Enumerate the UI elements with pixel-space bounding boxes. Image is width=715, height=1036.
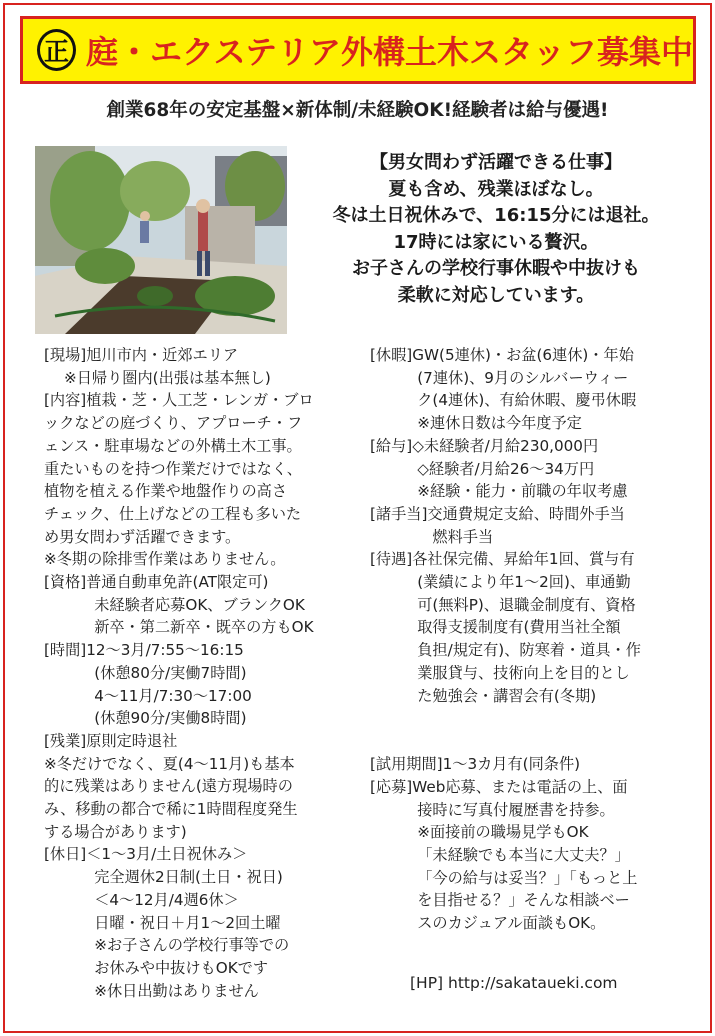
section-line: 可(無料P)、退職金制度有、資格 — [417, 595, 636, 614]
section-tag: [応募] — [370, 777, 413, 796]
section-line: Web応募、または電話の上、面 — [412, 777, 628, 796]
section-line: 原則定時退社 — [86, 731, 178, 750]
section-line: 普通自動車免許(AT限定可) — [86, 573, 269, 592]
section-tag: [待遇] — [370, 550, 413, 569]
section-line: め男女問わず活躍できます。 — [44, 527, 241, 546]
section-line: ※冬だけでなく、夏(4～11月)も基本 — [44, 754, 295, 773]
section-line: 各社保完備、昇給年1回、賞与有 — [412, 550, 635, 569]
section-tag: [残業] — [44, 731, 87, 750]
section-jikan — [44, 639, 369, 730]
section-zangyou — [44, 730, 369, 753]
section-line: 「今の給与は妥当？」「もっと上 — [417, 868, 638, 887]
header-banner — [20, 16, 696, 84]
section-line: ※日帰り圏内(出張は基本無し) — [44, 368, 271, 387]
highlight-line: 17時には家にいる贅沢。 — [393, 231, 599, 253]
section-tag: [現場] — [44, 346, 87, 364]
section-line: ク(4連休)、有給休暇、慶弔休暇 — [417, 391, 637, 410]
section-tag: [休日] — [44, 845, 87, 864]
section-shikaku — [44, 571, 369, 639]
page-title: 庭・エクステリア外構土木スタッフ募集中 — [85, 33, 693, 71]
section-kyujitsu — [44, 843, 369, 1002]
section-teate — [370, 503, 690, 548]
spacer — [370, 707, 690, 730]
garden-worker-photo — [35, 146, 287, 334]
section-line: 完全週休2日制(土日・祝日) — [94, 868, 283, 887]
highlight-block — [296, 150, 696, 309]
section-line: 的に残業はありません(遠方現場時の — [44, 777, 293, 796]
highlight-line: 夏も含め、残業ほぼなし。 — [388, 178, 604, 200]
section-line: お休みや中抜けもOKです — [94, 958, 269, 977]
section-line: ックなどの庭づくり、アプローチ・フ — [44, 414, 303, 433]
section-line: ※お子さんの学校行事等での — [94, 936, 290, 955]
spacer — [370, 730, 690, 753]
section-line: ◇未経験者/月給230,000円 — [412, 436, 599, 455]
section-line: 1～3カ月有(同条件) — [442, 755, 581, 774]
section-line: 取得支援制度有(費用当社全額 — [417, 618, 621, 637]
section-tag: [休暇] — [370, 346, 413, 364]
section-line: 植栽・芝・人工芝・レンガ・ブロ — [86, 391, 314, 410]
right-column — [370, 344, 690, 935]
section-line: ※冬期の除排雪作業はありません。 — [44, 550, 286, 569]
section-line: 接時に写真付履歴書を持参。 — [417, 800, 615, 819]
section-line: (休憩90分/実働8時間) — [94, 709, 247, 728]
section-genba — [44, 344, 369, 367]
section-line: ※経験・能力・前職の年収考慮 — [417, 482, 628, 501]
section-line: ◇経験者/月給26～34万円 — [417, 459, 595, 478]
section-oubo — [370, 776, 690, 935]
section-tag: [試用期間] — [370, 755, 443, 774]
section-line: 4～11月/7:30～17:00 — [94, 686, 252, 705]
section-line: 「未経験でも本当に大丈夫？」 — [417, 846, 630, 865]
section-line: する場合があります) — [44, 822, 187, 841]
section-tag: [内容] — [44, 391, 87, 410]
section-tag: [資格] — [44, 573, 87, 592]
left-column — [44, 344, 369, 1002]
section-line: 植物を植える作業や地盤作りの高さ — [44, 482, 287, 501]
section-line: スのカジュアル面談もOK。 — [417, 914, 606, 933]
section-line: 12～3月/7:55～16:15 — [86, 641, 244, 660]
section-line: (7連休)、9月のシルバーウィー — [417, 368, 629, 387]
section-line: を目指せる？」そんな相談ベー — [417, 891, 630, 910]
section-line: 旭川市内・近郊エリア — [86, 346, 239, 364]
section-line: (休憩80分/実働7時間) — [94, 663, 247, 682]
section-shiyou — [370, 753, 690, 776]
section-line: 交通費規定支給、時間外手当 — [427, 504, 625, 523]
subtitle: 創業68年の安定基盤×新体制/未経験OK!経験者は給与優遇! — [106, 100, 609, 121]
section-line: た勉強会・講習会有(冬期) — [417, 686, 597, 705]
section-tag: [時間] — [44, 641, 87, 660]
section-line: ェンス・駐車場などの外構土木工事。 — [44, 436, 302, 455]
section-line: 業服貸与、技術向上を目的とし — [417, 663, 630, 682]
section-line: ＜1～3月/土日祝休み＞ — [86, 845, 248, 864]
highlight-line: お子さんの学校行事休暇や中抜けも — [352, 258, 640, 279]
highlight-line: 【男女問わず活躍できる仕事】 — [370, 152, 622, 173]
section-taigu — [370, 548, 690, 707]
section-line: 日曜・祝日＋月1～2回土曜 — [94, 913, 281, 932]
highlight-line: 冬は土日祝休みで、16:15分には退社。 — [332, 205, 660, 226]
homepage-link[interactable]: [HP] http://sakataueki.com — [410, 974, 618, 992]
section-line: 重たいものを持つ作業だけではなく、 — [44, 459, 302, 478]
section-line: 燃料手当 — [432, 527, 494, 546]
section-line: (業績により年1～2回)、車通勤 — [417, 573, 631, 592]
section-kyuyo — [370, 435, 690, 503]
section-line: チェック、仕上げなどの工程も多いた — [44, 504, 302, 523]
section-line: 負担/規定有)、防寒着・道具・作 — [417, 641, 641, 660]
section-line: 未経験者応募OK、ブランクOK — [94, 595, 305, 614]
highlight-line: 柔軟に対応しています。 — [397, 284, 595, 306]
section-kyuka — [370, 344, 690, 435]
section-tag: [給与] — [370, 436, 413, 455]
section-line: ※連休日数は今年度予定 — [417, 414, 582, 433]
section-tag: [諸手当] — [370, 504, 428, 523]
badge-seiki: 正 — [37, 29, 76, 71]
section-line: 新卒・第二新卒・既卒の方もOK — [94, 618, 314, 637]
section-line: ＜4～12月/4週6休＞ — [94, 890, 239, 909]
section-line: ※休日出勤はありません — [94, 981, 259, 1000]
section-line: み、移動の都合で稀に1時間程度発生 — [44, 800, 298, 819]
section-line: GW(5連休)・お盆(6連休)・年始 — [412, 346, 634, 364]
section-naiyou — [44, 389, 369, 412]
section-line: ※面接前の職場見学もOK — [417, 823, 589, 842]
